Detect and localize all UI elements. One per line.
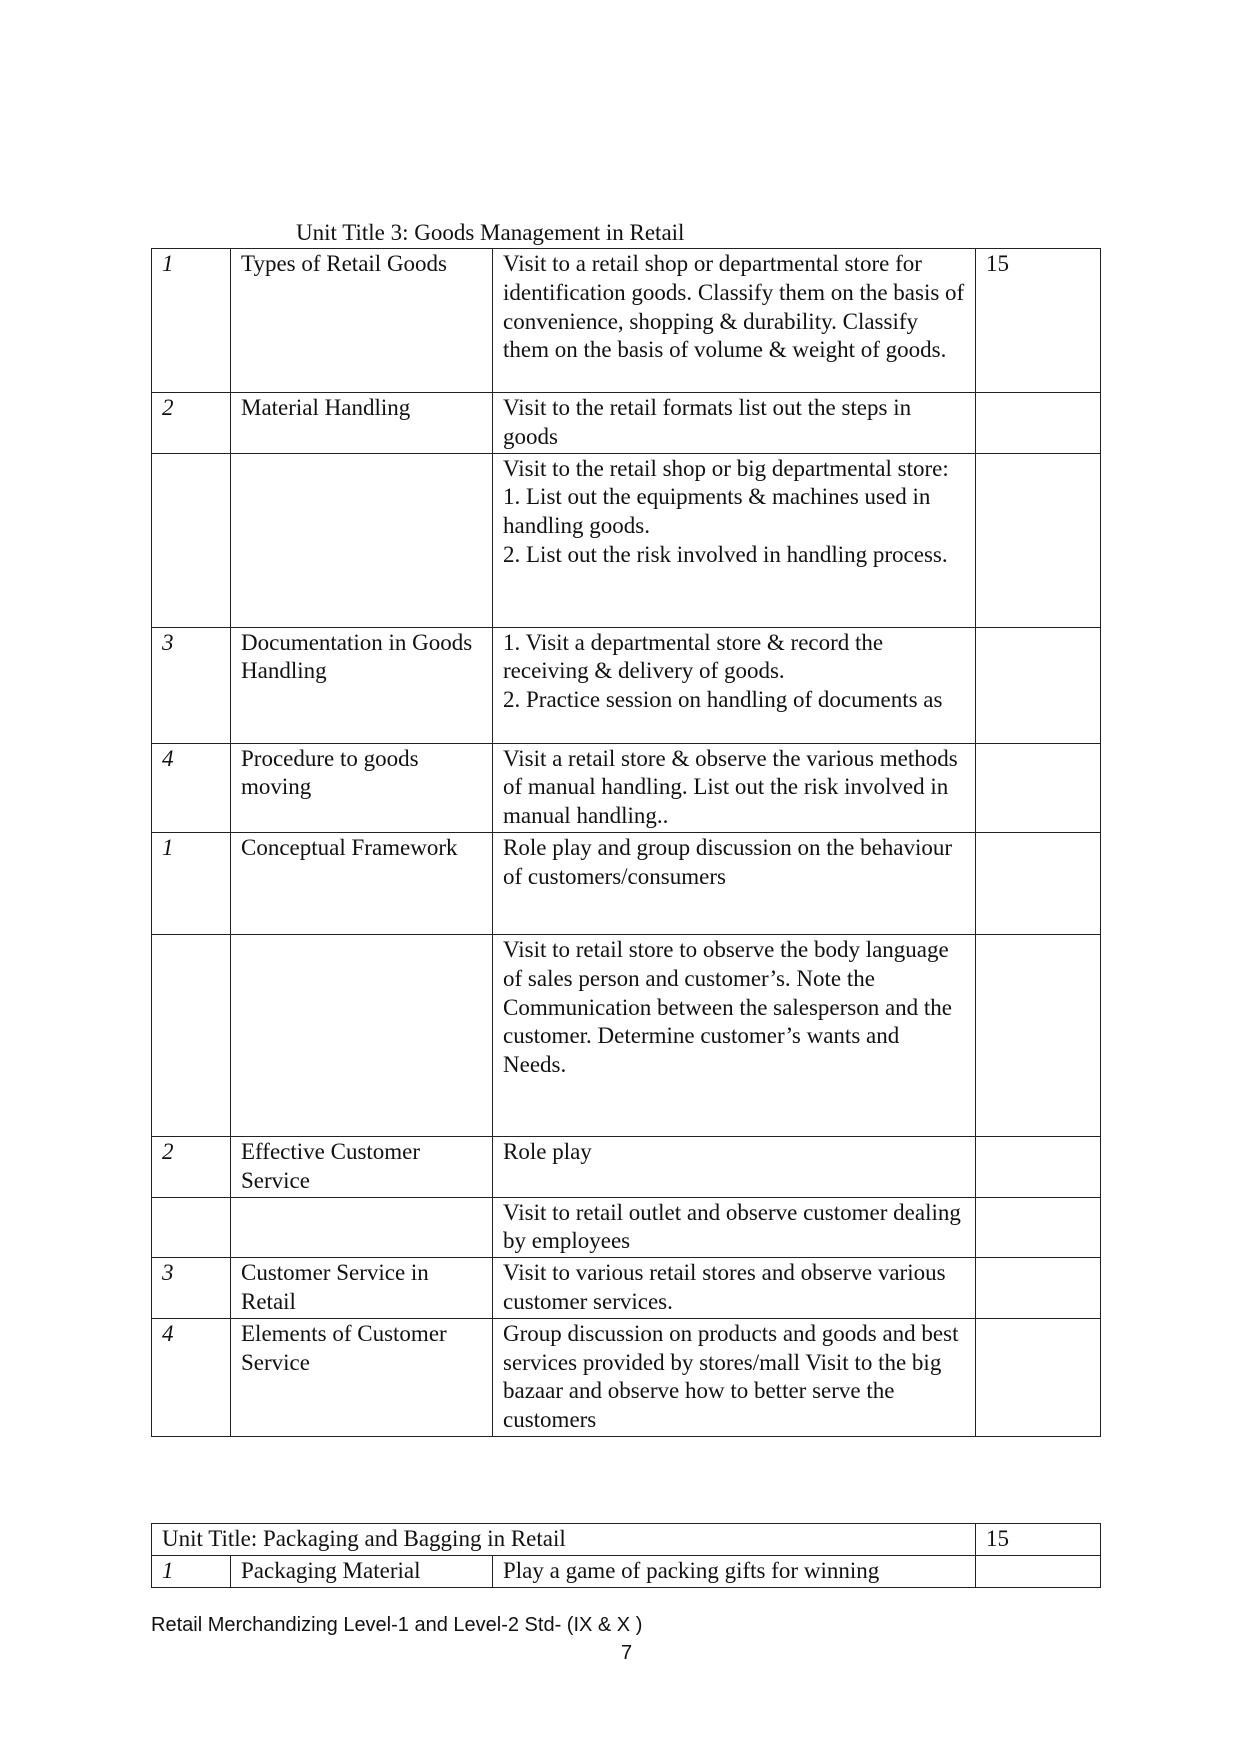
row-hours (976, 832, 1101, 934)
packaging-header-row (152, 1524, 1101, 1556)
row-number: 1 (152, 249, 231, 393)
table-row (152, 453, 1101, 627)
row-number: 1 (152, 832, 231, 934)
activity-line: 1. Visit a departmental store & record the receiving & delivery of goods. (503, 629, 884, 684)
row-hours (976, 393, 1101, 454)
activity-line: Visit to retail outlet and observe customer dealing by employees (503, 1199, 961, 1254)
packaging-title: Unit Title: Packaging and Bagging in Retail (152, 1524, 976, 1556)
row-topic: Customer Service in Retail (231, 1258, 493, 1319)
row-number (152, 1197, 231, 1258)
row-topic: Elements of Customer Service (231, 1318, 493, 1436)
row-activity (493, 1197, 976, 1258)
row-number (152, 453, 231, 627)
table-row (152, 1258, 1101, 1319)
activity-line: Visit to a retail shop or departmental store for identification goods. Classify them on the basis of convenience, shopping & durability. Classify them on the basis of volume & weight of goods. (503, 251, 965, 363)
row-hours (976, 1136, 1101, 1197)
table-row (152, 934, 1101, 1136)
row-activity (493, 832, 976, 934)
row-number (152, 934, 231, 1136)
table-row (152, 1318, 1101, 1436)
row-topic: Packaging Material (231, 1555, 493, 1587)
row-number: 1 (152, 1555, 231, 1587)
row-activity (493, 627, 976, 743)
row-activity (493, 453, 976, 627)
row-activity (493, 743, 976, 832)
row-activity (493, 1318, 976, 1436)
row-hours (976, 627, 1101, 743)
table-row (152, 1555, 1101, 1587)
row-hours (976, 1258, 1101, 1319)
row-number: 3 (152, 627, 231, 743)
activity-line: Visit a retail store & observe the various methods of manual handling. List out the risk involved in manual handling.. (503, 745, 958, 829)
activity-line: 2. List out the risk involved in handling process. (503, 541, 948, 567)
row-topic: Types of Retail Goods (231, 249, 493, 393)
activity-line: Communication between the salesperson and the customer. Determine customer’s wants and (503, 994, 953, 1049)
table-row (152, 249, 1101, 393)
row-hours (976, 1318, 1101, 1436)
row-topic: Procedure to goods moving (231, 743, 493, 832)
table-row (152, 743, 1101, 832)
row-number: 2 (152, 1136, 231, 1197)
row-number: 3 (152, 1258, 231, 1319)
activity-line: Group discussion on products and goods and best services provided by stores/mall Visit to the big bazaar and observe how to better serve the customers (503, 1320, 959, 1433)
packaging-hours: 15 (976, 1524, 1101, 1556)
row-topic: Material Handling (231, 393, 493, 454)
row-hours: 15 (976, 249, 1101, 393)
row-topic (231, 934, 493, 1136)
table-row (152, 1136, 1101, 1197)
row-number: 2 (152, 393, 231, 454)
row-activity (493, 1258, 976, 1319)
row-topic (231, 453, 493, 627)
packaging-table (151, 1523, 1101, 1588)
unit-3-title: Unit Title 3: Goods Management in Retail (296, 220, 685, 245)
activity-line: Play a game of packing gifts for winning (503, 1557, 880, 1583)
row-activity (493, 934, 976, 1136)
unit-3-table (151, 248, 1101, 1437)
row-hours (976, 1197, 1101, 1258)
activity-line: Needs. (503, 1052, 567, 1078)
row-activity (493, 393, 976, 454)
page-number: 7 (620, 1642, 633, 1664)
activity-line: Visit to retail store to observe the body language of sales person and customer’s. Note the (503, 936, 949, 991)
table-row (152, 1197, 1101, 1258)
activity-line: Visit to the retail shop or big departmental store: (503, 455, 949, 481)
row-hours (976, 1555, 1101, 1587)
activity-line: Role play (503, 1138, 592, 1164)
activity-line: Visit to the retail formats list out the steps in goods (503, 395, 912, 449)
activity-line: 1. List out the equipments & machines used in handling goods. (503, 484, 931, 539)
row-activity (493, 249, 976, 393)
table-row (152, 832, 1101, 934)
row-topic: Conceptual Framework (231, 832, 493, 934)
row-number: 4 (152, 1318, 231, 1436)
activity-line: 2. Practice session on handling of documents as (503, 687, 943, 713)
row-activity (493, 1136, 976, 1197)
activity-line: Visit to various retail stores and observe various customer services. (503, 1260, 946, 1314)
row-activity (493, 1555, 976, 1587)
row-hours (976, 934, 1101, 1136)
table-row (152, 627, 1101, 743)
activity-line: Role play and group discussion on the behaviour of customers/consumers (503, 834, 953, 889)
row-number: 4 (152, 743, 231, 832)
row-topic: Effective Customer Service (231, 1136, 493, 1197)
row-topic: Documentation in Goods Handling (231, 627, 493, 743)
footer-text: Retail Merchandizing Level-1 and Level-2 Std- (IX & X ) (151, 1614, 643, 1636)
table-row (152, 393, 1101, 454)
row-topic (231, 1197, 493, 1258)
row-hours (976, 743, 1101, 832)
row-hours (976, 453, 1101, 627)
